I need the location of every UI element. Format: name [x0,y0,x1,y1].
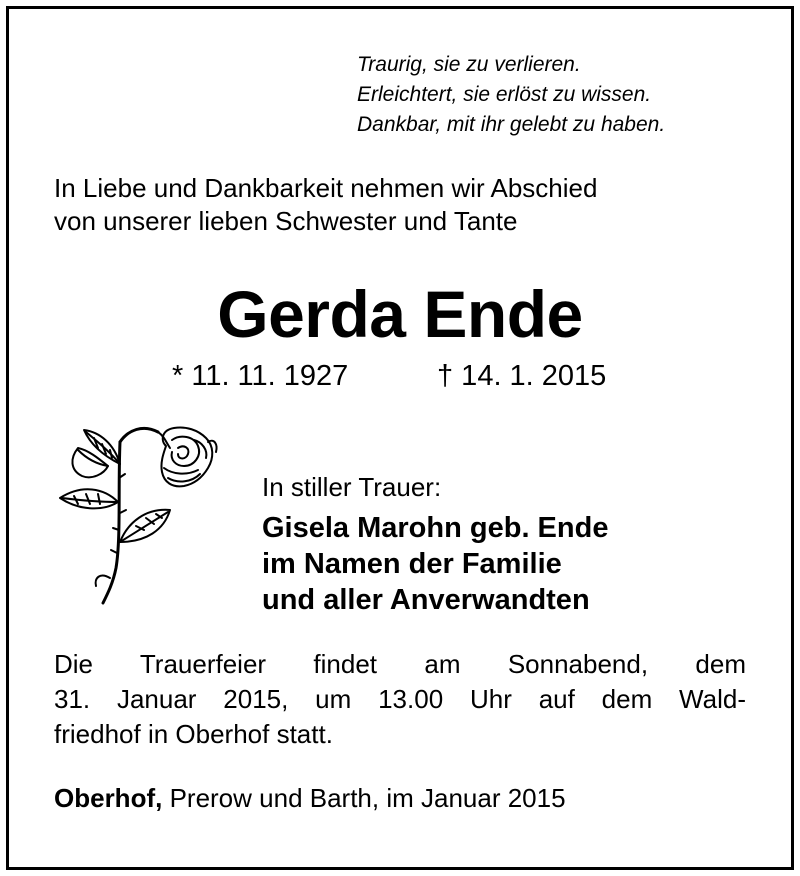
mourners-block [262,510,608,618]
service-line: Die Trauerfeier findet am Sonnabend, dem [54,649,746,679]
service-line: friedhof in Oberhof statt. [54,719,333,749]
poem-line: Traurig, sie zu verlieren. [357,53,581,76]
place-rest: Prerow und Barth, im Januar 2015 [162,783,566,813]
intro-text [54,172,597,238]
service-announcement [54,647,746,752]
mourning-label: In stiller Trauer: [262,472,442,502]
rose-icon [48,418,223,610]
intro-line: von unserer lieben Schwester und Tante [54,206,518,236]
intro-line: In Liebe und Dankbarkeit nehmen wir Abschied [54,173,598,203]
place-date-line [54,781,566,815]
mourner-line: im Namen der Familie [262,548,562,580]
deceased-name: Gerda Ende [217,277,583,351]
mourner-line: Gisela Marohn geb. Ende [262,512,609,544]
birth-date: * 11. 11. 1927 [172,360,349,392]
poem [357,50,665,140]
poem-line: Erleichtert, sie erlöst zu wissen. [357,83,652,106]
mourner-line: und aller Anverwandten [262,584,590,616]
service-line: 31. Januar 2015, um 13.00 Uhr auf dem Wald- [54,684,746,714]
death-date: † 14. 1. 2015 [437,360,607,392]
poem-line: Dankbar, mit ihr gelebt zu haben. [357,113,666,136]
place-bold: Oberhof, [54,783,163,813]
